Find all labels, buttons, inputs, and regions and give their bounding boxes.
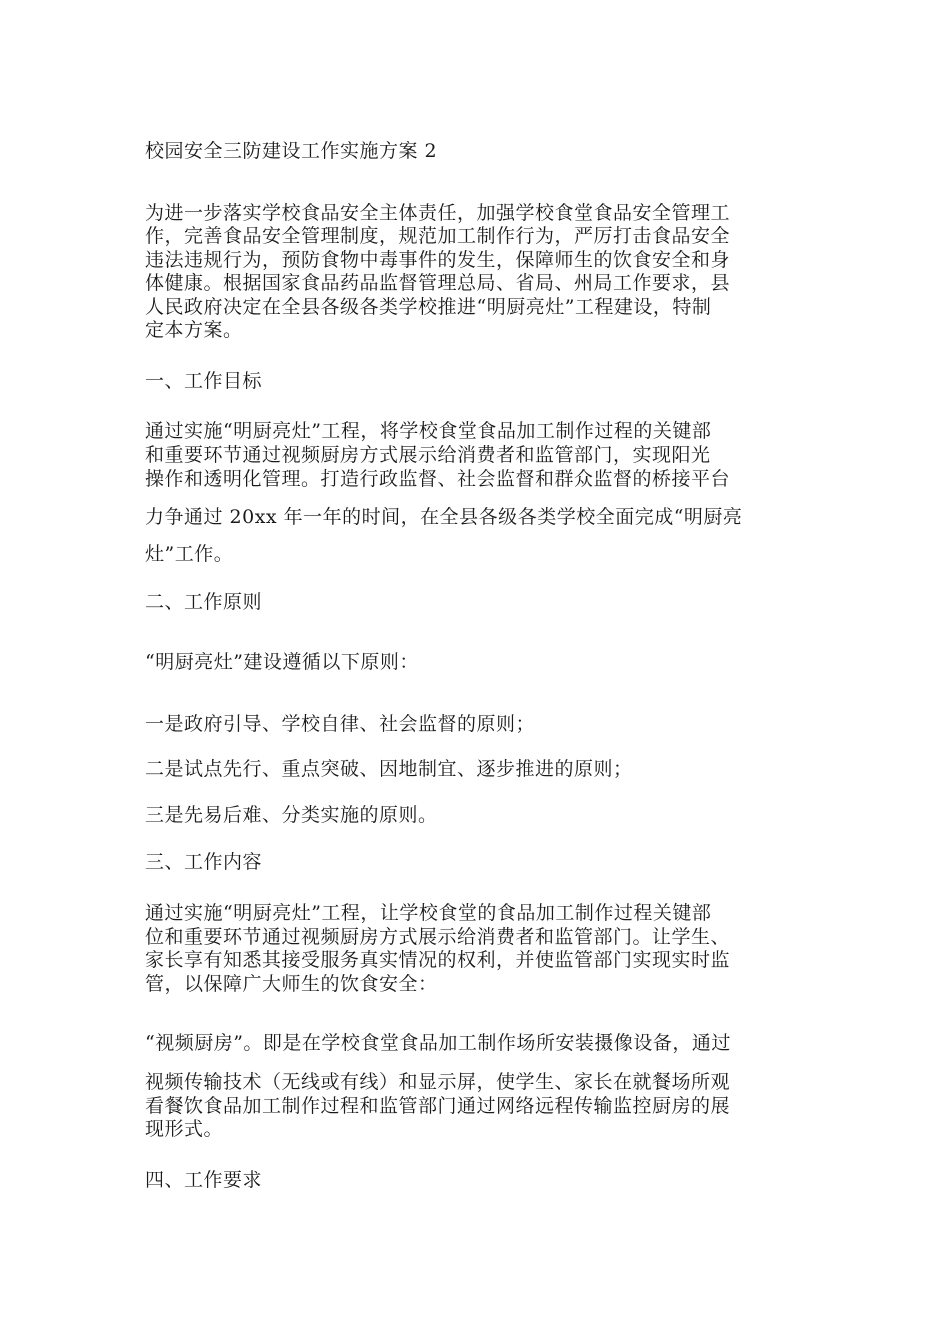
principle-item: 二是试点先行、重点突破、因地制宜、逐步推进的原则； [145,758,633,780]
paragraph-line: 力争通过 20xx 年一年的时间，在全县各级各类学校全面完成“明厨亮 [145,506,743,528]
paragraph-line: 灶”工作。 [145,543,234,565]
paragraph-line: 视频传输技术（无线或有线）和显示屏，使学生、家长在就餐场所观 [145,1071,731,1093]
paragraph-line: 通过实施“明厨亮灶”工程，将学校食堂食品加工制作过程的关键部 [145,420,712,442]
paragraph-line: 操作和透明化管理。打造行政监督、社会监督和群众监督的桥接平台 [145,468,731,490]
principle-item: 三是先易后难、分类实施的原则。 [145,804,438,826]
section-heading-2: 二、工作原则 [145,591,263,613]
section-heading-3: 三、工作内容 [145,851,263,873]
paragraph-line: 为进一步落实学校食品安全主体责任，加强学校食堂食品安全管理工 [145,202,731,224]
paragraph-line: 人民政府决定在全县各级各类学校推进“明厨亮灶”工程建设，特制 [145,296,712,318]
paragraph-line: 现形式。 [145,1118,224,1140]
document-title: 校园安全三防建设工作实施方案 2 [145,140,438,162]
paragraph-line: 作，完善食品安全管理制度，规范加工制作行为，严厉打击食品安全 [145,225,731,247]
document-page [145,0,810,1344]
section-heading-1: 一、工作目标 [145,370,263,392]
paragraph-line: 通过实施“明厨亮灶”工程，让学校食堂的食品加工制作过程关键部 [145,902,712,924]
paragraph-line: 管，以保障广大师生的饮食安全： [145,973,438,995]
paragraph-line: 和重要环节通过视频厨房方式展示给消费者和监管部门，实现阳光 [145,444,711,466]
paragraph-line: “视频厨房”。即是在学校食堂食品加工制作场所安装摄像设备，通过 [145,1032,731,1054]
principles-intro: “明厨亮灶”建设遵循以下原则： [145,651,419,673]
paragraph-line: 家长享有知悉其接受服务真实情况的权利，并使监管部门实现实时监 [145,949,731,971]
paragraph-line: 看餐饮食品加工制作过程和监管部门通过网络远程传输监控厨房的展 [145,1095,731,1117]
paragraph-line: 违法违规行为，预防食物中毒事件的发生，保障师生的饮食安全和身 [145,249,731,271]
paragraph-line: 体健康。根据国家食品药品监督管理总局、省局、州局工作要求，县 [145,272,731,294]
section-heading-4: 四、工作要求 [145,1169,263,1191]
paragraph-line: 定本方案。 [145,319,243,341]
paragraph-line: 位和重要环节通过视频厨房方式展示给消费者和监管部门。让学生、 [145,926,731,948]
principle-item: 一是政府引导、学校自律、社会监督的原则； [145,713,536,735]
